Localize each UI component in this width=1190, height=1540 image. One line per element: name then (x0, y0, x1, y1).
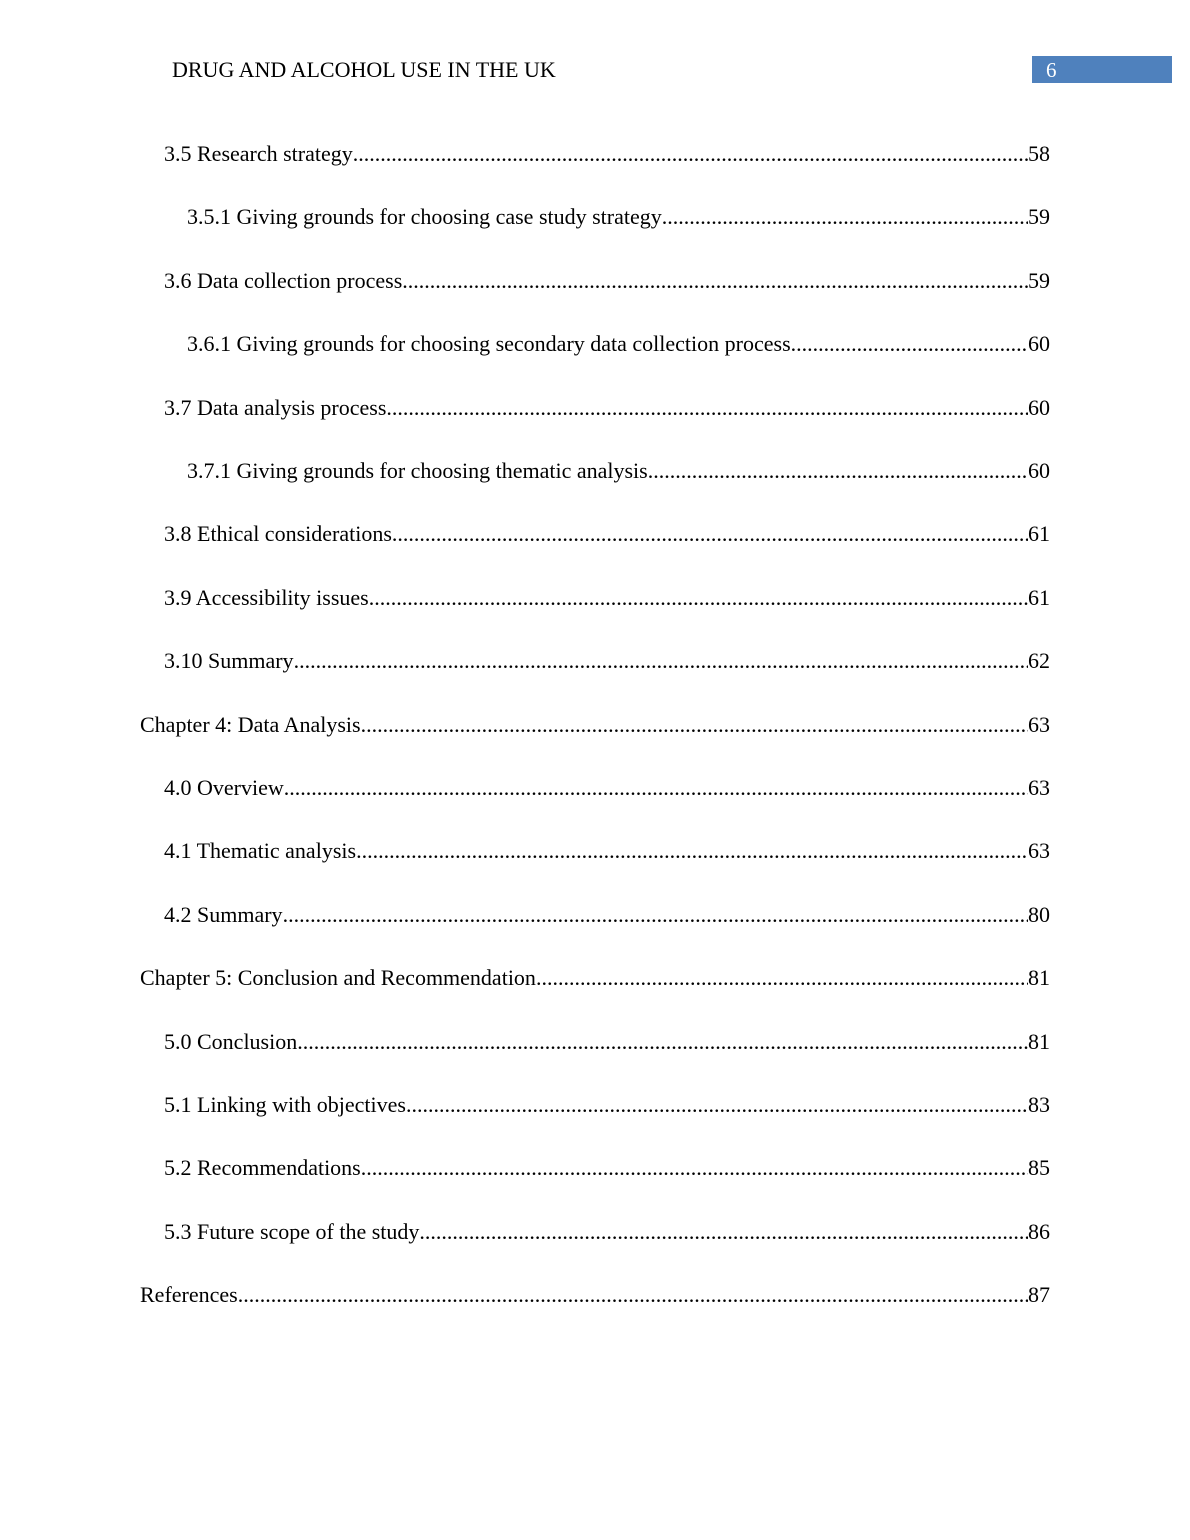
toc-entry[interactable] (164, 1217, 1050, 1247)
toc-entry[interactable] (164, 1153, 1050, 1183)
toc-entry-page-number: 63 (1028, 775, 1050, 800)
toc-entry-page-number: 58 (1028, 141, 1050, 166)
toc-entry-page-number: 87 (1028, 1282, 1050, 1307)
toc-entry-page-number: 59 (1028, 268, 1050, 293)
toc-dot-leader (386, 393, 1028, 423)
toc-entry-page-number: 63 (1028, 712, 1050, 737)
toc-entry[interactable] (187, 202, 1050, 232)
toc-dot-leader (283, 900, 1028, 930)
toc-dot-leader (356, 836, 1028, 866)
toc-entry-page-number: 81 (1028, 965, 1050, 990)
toc-entry-label: 3.7 Data analysis process (164, 395, 387, 420)
toc-entry-page-number: 86 (1028, 1219, 1050, 1244)
toc-dot-leader (419, 1217, 1028, 1247)
toc-entry[interactable] (164, 1027, 1050, 1057)
toc-entry-label: 5.1 Linking with objectives (164, 1092, 406, 1117)
toc-entry-label: Chapter 4: Data Analysis (140, 712, 361, 737)
toc-entry-label: 3.7.1 Giving grounds for choosing thematic analysis (187, 458, 648, 483)
toc-dot-leader (297, 1027, 1028, 1057)
toc-entry-label: 3.8 Ethical considerations (164, 521, 392, 546)
toc-dot-leader (353, 139, 1028, 169)
toc-entry[interactable] (187, 329, 1050, 359)
toc-entry[interactable] (164, 900, 1050, 930)
toc-entry-page-number: 61 (1028, 521, 1050, 546)
toc-entry-label: 5.0 Conclusion (164, 1029, 298, 1054)
toc-entry-page-number: 60 (1028, 458, 1050, 483)
toc-dot-leader (402, 266, 1028, 296)
toc-entry[interactable] (164, 266, 1050, 296)
toc-entry-page-number: 60 (1028, 331, 1050, 356)
toc-dot-leader (791, 329, 1028, 359)
toc-entry[interactable] (164, 773, 1050, 803)
toc-entry-page-number: 83 (1028, 1092, 1050, 1117)
toc-dot-leader (284, 773, 1028, 803)
toc-entry-label: 3.6 Data collection process (164, 268, 403, 293)
toc-entry[interactable] (164, 393, 1050, 423)
toc-entry-label: 4.2 Summary (164, 902, 283, 927)
toc-dot-leader (662, 202, 1028, 232)
toc-entry-page-number: 60 (1028, 395, 1050, 420)
toc-entry-page-number: 81 (1028, 1029, 1050, 1054)
toc-entry-label: 3.5 Research strategy (164, 141, 353, 166)
toc-entry-label: 4.0 Overview (164, 775, 284, 800)
toc-entry[interactable] (140, 963, 1050, 993)
toc-dot-leader (392, 519, 1028, 549)
toc-entry-label: 3.10 Summary (164, 648, 294, 673)
toc-entry-label: 5.3 Future scope of the study (164, 1219, 420, 1244)
toc-dot-leader (361, 710, 1028, 740)
toc-entry-page-number: 63 (1028, 838, 1050, 863)
toc-entry-label: 3.9 Accessibility issues (164, 585, 369, 610)
toc-entry-page-number: 61 (1028, 585, 1050, 610)
toc-dot-leader (406, 1090, 1028, 1120)
toc-entry[interactable] (164, 583, 1050, 613)
toc-entry-page-number: 62 (1028, 648, 1050, 673)
toc-dot-leader (238, 1280, 1028, 1310)
toc-entry[interactable] (187, 456, 1050, 486)
toc-entry[interactable] (164, 139, 1050, 169)
toc-entry-page-number: 80 (1028, 902, 1050, 927)
toc-entry-page-number: 85 (1028, 1155, 1050, 1180)
toc-entry[interactable] (140, 710, 1050, 740)
toc-entry-page-number: 59 (1028, 204, 1050, 229)
toc-entry-label: Chapter 5: Conclusion and Recommendation (140, 965, 536, 990)
toc-entry[interactable] (164, 1090, 1050, 1120)
page-number-badge: 6 (1032, 56, 1172, 83)
toc-entry[interactable] (164, 646, 1050, 676)
toc-entry[interactable] (140, 1280, 1050, 1310)
toc-dot-leader (648, 456, 1028, 486)
toc-entry-label: 5.2 Recommendations (164, 1155, 361, 1180)
toc-entry-label: References (140, 1282, 238, 1307)
toc-entry[interactable] (164, 519, 1050, 549)
toc-entry-label: 4.1 Thematic analysis (164, 838, 357, 863)
toc-dot-leader (536, 963, 1028, 993)
toc-dot-leader (369, 583, 1028, 613)
toc-entry-label: 3.6.1 Giving grounds for choosing secondary data collection process (187, 331, 791, 356)
running-header-title: DRUG AND ALCOHOL USE IN THE UK (172, 57, 556, 82)
toc-entry-label: 3.5.1 Giving grounds for choosing case study strategy (187, 204, 662, 229)
toc-dot-leader (361, 1153, 1028, 1183)
toc-entry[interactable] (164, 836, 1050, 866)
toc-dot-leader (294, 646, 1028, 676)
